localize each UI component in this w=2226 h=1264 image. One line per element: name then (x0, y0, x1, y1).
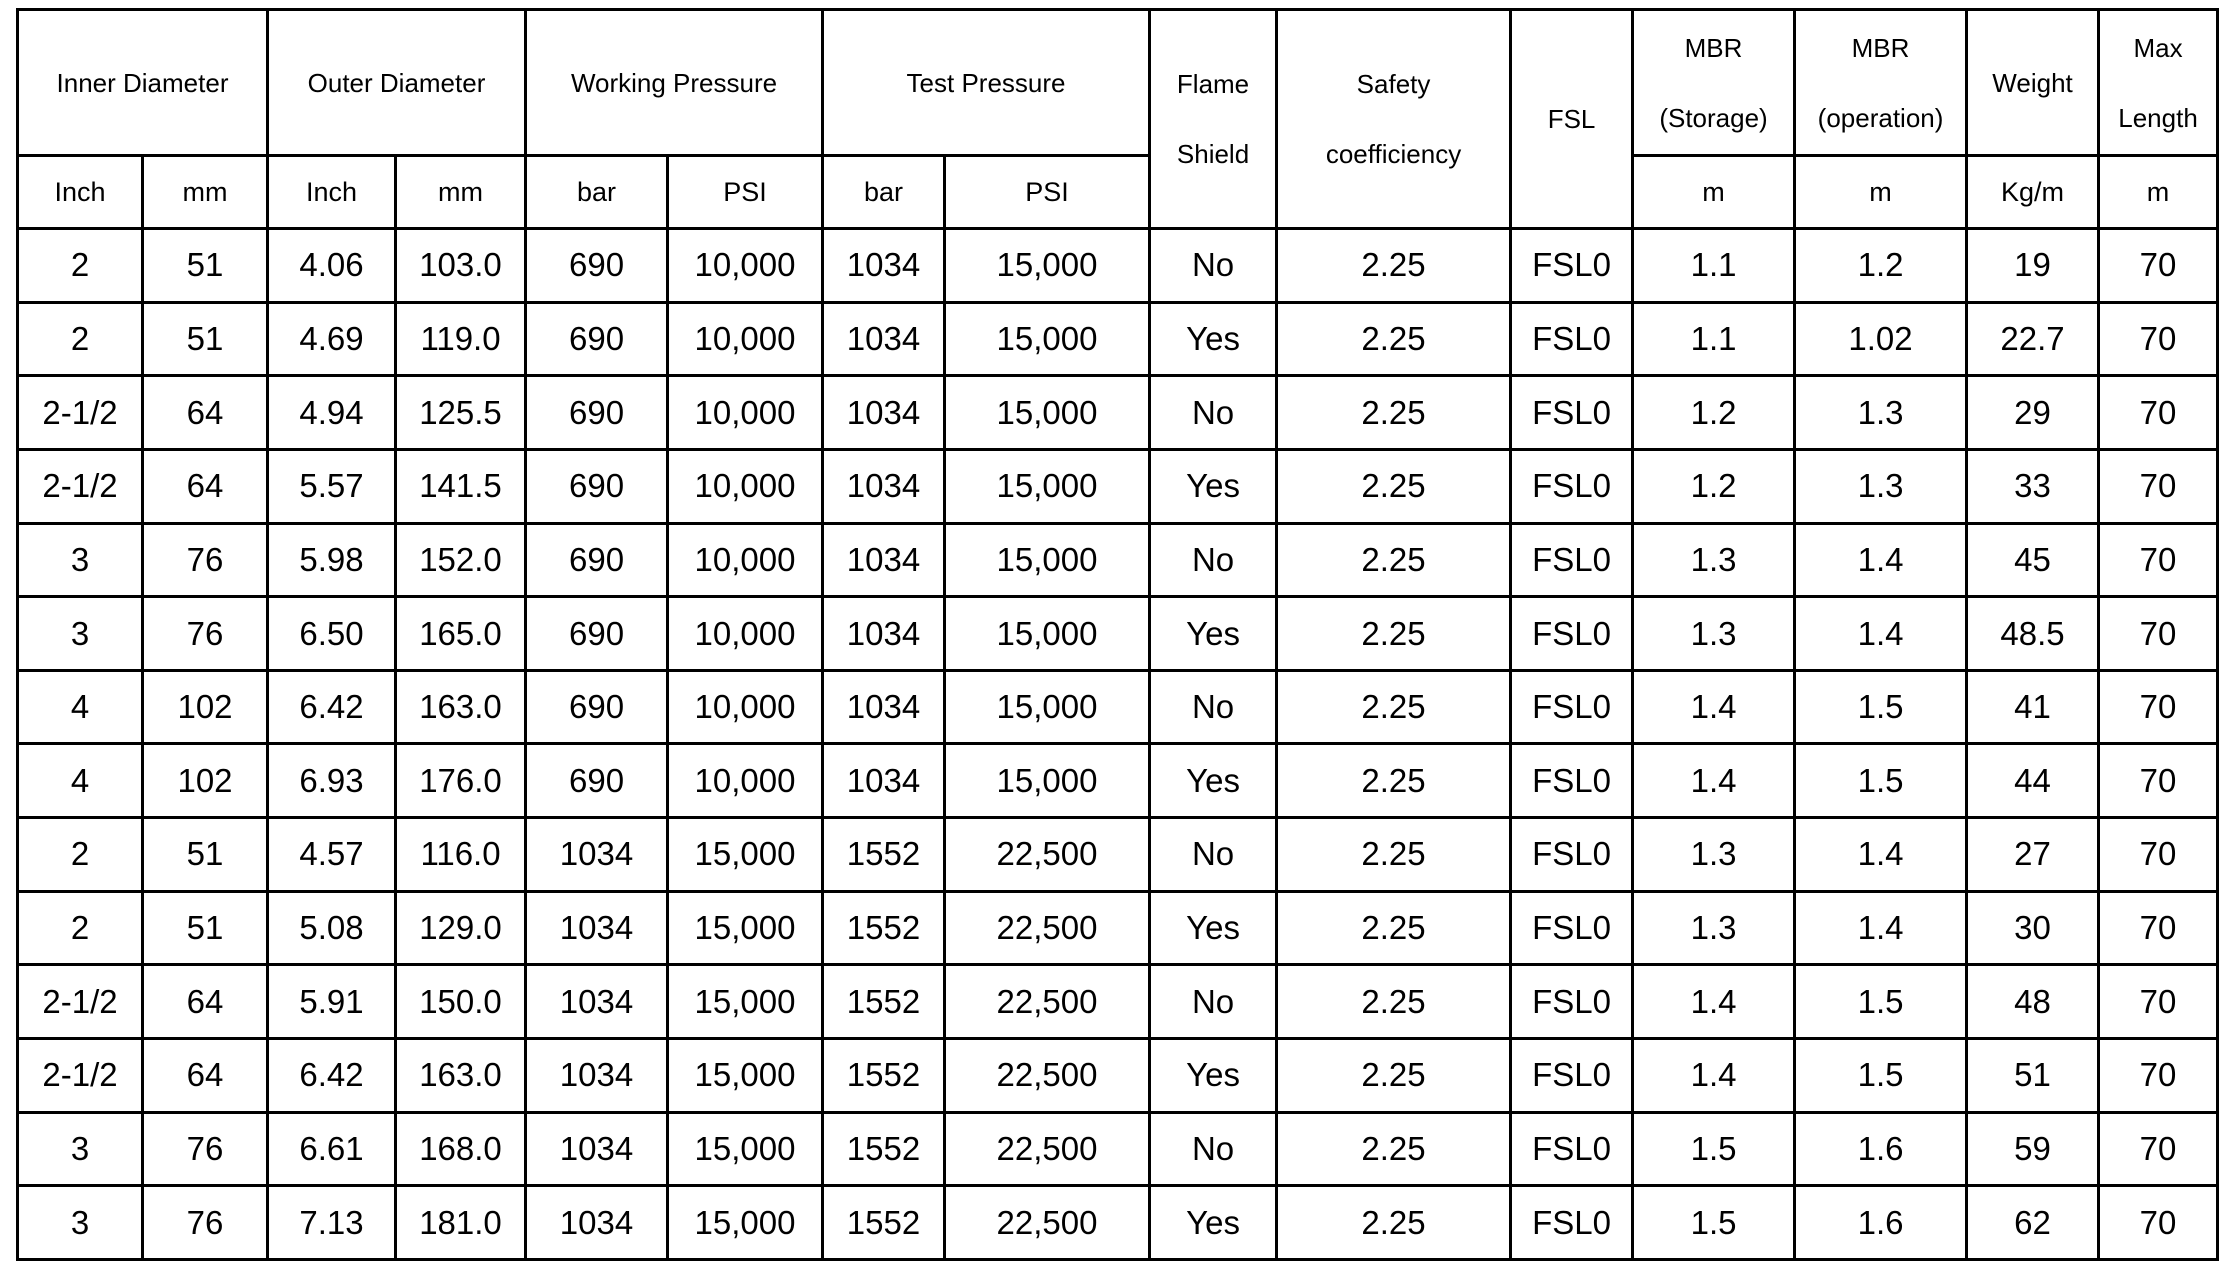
unit-mbr-operation: m (1795, 156, 1967, 229)
header-safety-line1: Safety (1356, 69, 1431, 99)
cell-fsl: FSL0 (1511, 523, 1633, 597)
cell-safety-coefficiency: 2.25 (1277, 376, 1511, 450)
cell-weight: 27 (1967, 818, 2099, 892)
cell-mbr-storage: 1.2 (1633, 376, 1795, 450)
cell-mbr-operation: 1.4 (1795, 818, 1967, 892)
cell-working-bar: 1034 (526, 818, 668, 892)
cell-weight: 22.7 (1967, 302, 2099, 376)
header-outer-diameter: Outer Diameter (268, 10, 526, 156)
cell-inner-mm: 76 (143, 1112, 268, 1186)
cell-working-psi: 15,000 (668, 1112, 823, 1186)
cell-flame-shield: No (1150, 965, 1277, 1039)
cell-weight: 30 (1967, 891, 2099, 965)
cell-inner-mm: 76 (143, 597, 268, 671)
cell-fsl: FSL0 (1511, 1186, 1633, 1260)
table-row (18, 523, 2218, 597)
cell-mbr-storage: 1.4 (1633, 744, 1795, 818)
table-body (18, 229, 2218, 1260)
cell-fsl: FSL0 (1511, 965, 1633, 1039)
cell-fsl: FSL0 (1511, 891, 1633, 965)
cell-outer-inch: 5.57 (268, 449, 396, 523)
cell-inner-inch: 2 (18, 302, 143, 376)
cell-working-bar: 1034 (526, 1039, 668, 1113)
cell-weight: 33 (1967, 449, 2099, 523)
cell-outer-inch: 6.50 (268, 597, 396, 671)
cell-max-length: 70 (2099, 376, 2218, 450)
cell-test-psi: 15,000 (945, 229, 1150, 303)
cell-outer-inch: 4.94 (268, 376, 396, 450)
cell-outer-mm: 119.0 (396, 302, 526, 376)
cell-outer-inch: 6.42 (268, 1039, 396, 1113)
cell-mbr-operation: 1.4 (1795, 891, 1967, 965)
unit-inner-inch: Inch (18, 156, 143, 229)
cell-working-psi: 10,000 (668, 376, 823, 450)
cell-flame-shield: No (1150, 670, 1277, 744)
cell-outer-inch: 5.08 (268, 891, 396, 965)
cell-mbr-storage: 1.5 (1633, 1186, 1795, 1260)
cell-inner-mm: 64 (143, 1039, 268, 1113)
cell-flame-shield: Yes (1150, 302, 1277, 376)
header-mbr-operation-line1: MBR (1851, 32, 1910, 63)
cell-mbr-operation: 1.2 (1795, 229, 1967, 303)
cell-fsl: FSL0 (1511, 449, 1633, 523)
cell-mbr-storage: 1.3 (1633, 523, 1795, 597)
cell-test-psi: 22,500 (945, 891, 1150, 965)
cell-test-bar: 1552 (823, 1039, 945, 1113)
header-mbr-storage-line2: (Storage) (1659, 102, 1768, 133)
header-max-length-line2: Length (2118, 102, 2198, 133)
cell-safety-coefficiency: 2.25 (1277, 1186, 1511, 1260)
cell-test-psi: 22,500 (945, 818, 1150, 892)
table-row (18, 891, 2218, 965)
cell-test-psi: 15,000 (945, 376, 1150, 450)
cell-outer-mm: 152.0 (396, 523, 526, 597)
table-row (18, 302, 2218, 376)
header-safety-line2: coefficiency (1325, 139, 1462, 169)
cell-working-psi: 15,000 (668, 1186, 823, 1260)
cell-mbr-storage: 1.1 (1633, 302, 1795, 376)
cell-mbr-storage: 1.3 (1633, 818, 1795, 892)
cell-flame-shield: Yes (1150, 744, 1277, 818)
cell-fsl: FSL0 (1511, 670, 1633, 744)
cell-flame-shield: No (1150, 229, 1277, 303)
table-row (18, 597, 2218, 671)
cell-test-bar: 1034 (823, 523, 945, 597)
cell-working-bar: 690 (526, 302, 668, 376)
cell-safety-coefficiency: 2.25 (1277, 965, 1511, 1039)
cell-outer-inch: 6.93 (268, 744, 396, 818)
cell-test-bar: 1552 (823, 891, 945, 965)
cell-outer-mm: 150.0 (396, 965, 526, 1039)
cell-flame-shield: Yes (1150, 891, 1277, 965)
header-flame-shield-line2: Shield (1176, 139, 1250, 169)
cell-working-psi: 15,000 (668, 818, 823, 892)
cell-mbr-operation: 1.3 (1795, 449, 1967, 523)
cell-test-psi: 15,000 (945, 670, 1150, 744)
cell-working-bar: 690 (526, 376, 668, 450)
cell-mbr-storage: 1.1 (1633, 229, 1795, 303)
cell-test-psi: 22,500 (945, 1186, 1150, 1260)
cell-working-bar: 690 (526, 523, 668, 597)
cell-outer-mm: 163.0 (396, 670, 526, 744)
cell-test-psi: 22,500 (945, 1039, 1150, 1113)
cell-working-psi: 15,000 (668, 891, 823, 965)
cell-mbr-operation: 1.5 (1795, 744, 1967, 818)
unit-test-psi: PSI (945, 156, 1150, 229)
cell-inner-inch: 3 (18, 523, 143, 597)
cell-inner-mm: 76 (143, 523, 268, 597)
cell-weight: 48.5 (1967, 597, 2099, 671)
cell-weight: 19 (1967, 229, 2099, 303)
cell-outer-inch: 6.42 (268, 670, 396, 744)
cell-outer-inch: 6.61 (268, 1112, 396, 1186)
table-row (18, 1112, 2218, 1186)
cell-mbr-operation: 1.4 (1795, 523, 1967, 597)
cell-fsl: FSL0 (1511, 302, 1633, 376)
cell-max-length: 70 (2099, 302, 2218, 376)
unit-outer-mm: mm (396, 156, 526, 229)
table-row (18, 376, 2218, 450)
header-fsl: FSL (1511, 10, 1633, 229)
cell-flame-shield: Yes (1150, 449, 1277, 523)
cell-inner-mm: 102 (143, 670, 268, 744)
cell-max-length: 70 (2099, 670, 2218, 744)
unit-working-bar: bar (526, 156, 668, 229)
cell-working-psi: 10,000 (668, 670, 823, 744)
cell-test-psi: 22,500 (945, 965, 1150, 1039)
cell-flame-shield: No (1150, 818, 1277, 892)
header-mbr-storage (1633, 10, 1795, 156)
cell-working-bar: 1034 (526, 1186, 668, 1260)
table-row (18, 1186, 2218, 1260)
cell-max-length: 70 (2099, 523, 2218, 597)
cell-mbr-operation: 1.6 (1795, 1112, 1967, 1186)
cell-flame-shield: No (1150, 376, 1277, 450)
cell-mbr-storage: 1.3 (1633, 597, 1795, 671)
cell-max-length: 70 (2099, 229, 2218, 303)
cell-safety-coefficiency: 2.25 (1277, 891, 1511, 965)
cell-test-psi: 15,000 (945, 523, 1150, 597)
cell-max-length: 70 (2099, 1186, 2218, 1260)
cell-fsl: FSL0 (1511, 229, 1633, 303)
cell-flame-shield: Yes (1150, 1186, 1277, 1260)
cell-outer-mm: 176.0 (396, 744, 526, 818)
cell-weight: 45 (1967, 523, 2099, 597)
cell-outer-inch: 4.06 (268, 229, 396, 303)
cell-inner-inch: 2 (18, 229, 143, 303)
header-flame-shield (1150, 10, 1277, 229)
cell-inner-inch: 3 (18, 597, 143, 671)
cell-safety-coefficiency: 2.25 (1277, 449, 1511, 523)
cell-safety-coefficiency: 2.25 (1277, 523, 1511, 597)
cell-outer-mm: 168.0 (396, 1112, 526, 1186)
cell-test-psi: 15,000 (945, 449, 1150, 523)
cell-inner-inch: 2-1/2 (18, 376, 143, 450)
cell-max-length: 70 (2099, 1039, 2218, 1113)
cell-mbr-storage: 1.2 (1633, 449, 1795, 523)
cell-weight: 44 (1967, 744, 2099, 818)
cell-safety-coefficiency: 2.25 (1277, 229, 1511, 303)
cell-mbr-storage: 1.4 (1633, 1039, 1795, 1113)
header-working-pressure: Working Pressure (526, 10, 823, 156)
cell-inner-mm: 51 (143, 818, 268, 892)
cell-outer-inch: 7.13 (268, 1186, 396, 1260)
cell-max-length: 70 (2099, 597, 2218, 671)
cell-inner-mm: 51 (143, 229, 268, 303)
cell-mbr-operation: 1.4 (1795, 597, 1967, 671)
cell-inner-mm: 64 (143, 449, 268, 523)
cell-max-length: 70 (2099, 449, 2218, 523)
table-row (18, 818, 2218, 892)
table-row (18, 449, 2218, 523)
cell-max-length: 70 (2099, 965, 2218, 1039)
cell-inner-inch: 2 (18, 818, 143, 892)
cell-mbr-operation: 1.3 (1795, 376, 1967, 450)
cell-mbr-storage: 1.4 (1633, 670, 1795, 744)
cell-mbr-storage: 1.4 (1633, 965, 1795, 1039)
cell-max-length: 70 (2099, 818, 2218, 892)
cell-mbr-storage: 1.5 (1633, 1112, 1795, 1186)
cell-inner-inch: 2 (18, 891, 143, 965)
header-max-length-line1: Max (2133, 32, 2183, 63)
cell-test-bar: 1034 (823, 376, 945, 450)
table-row (18, 1039, 2218, 1113)
cell-outer-inch: 5.98 (268, 523, 396, 597)
cell-working-bar: 690 (526, 670, 668, 744)
unit-test-bar: bar (823, 156, 945, 229)
cell-test-bar: 1034 (823, 229, 945, 303)
cell-working-psi: 10,000 (668, 597, 823, 671)
cell-fsl: FSL0 (1511, 744, 1633, 818)
cell-safety-coefficiency: 2.25 (1277, 744, 1511, 818)
cell-working-bar: 1034 (526, 891, 668, 965)
table-row (18, 744, 2218, 818)
cell-working-psi: 10,000 (668, 523, 823, 597)
cell-fsl: FSL0 (1511, 376, 1633, 450)
cell-fsl: FSL0 (1511, 1112, 1633, 1186)
cell-max-length: 70 (2099, 744, 2218, 818)
hose-spec-table (16, 8, 2219, 1261)
cell-safety-coefficiency: 2.25 (1277, 1112, 1511, 1186)
cell-outer-inch: 4.57 (268, 818, 396, 892)
unit-weight: Kg/m (1967, 156, 2099, 229)
cell-flame-shield: No (1150, 523, 1277, 597)
table-row (18, 965, 2218, 1039)
cell-inner-mm: 76 (143, 1186, 268, 1260)
cell-test-bar: 1034 (823, 744, 945, 818)
cell-mbr-operation: 1.6 (1795, 1186, 1967, 1260)
cell-max-length: 70 (2099, 891, 2218, 965)
table-row (18, 670, 2218, 744)
cell-test-bar: 1034 (823, 597, 945, 671)
cell-test-bar: 1552 (823, 818, 945, 892)
cell-mbr-storage: 1.3 (1633, 891, 1795, 965)
cell-working-bar: 690 (526, 744, 668, 818)
cell-outer-mm: 163.0 (396, 1039, 526, 1113)
cell-mbr-operation: 1.5 (1795, 670, 1967, 744)
unit-max-length: m (2099, 156, 2218, 229)
cell-working-bar: 1034 (526, 1112, 668, 1186)
cell-inner-mm: 102 (143, 744, 268, 818)
cell-flame-shield: Yes (1150, 597, 1277, 671)
header-inner-diameter: Inner Diameter (18, 10, 268, 156)
cell-inner-inch: 3 (18, 1112, 143, 1186)
cell-outer-inch: 5.91 (268, 965, 396, 1039)
cell-outer-mm: 129.0 (396, 891, 526, 965)
cell-weight: 29 (1967, 376, 2099, 450)
cell-test-psi: 22,500 (945, 1112, 1150, 1186)
cell-weight: 59 (1967, 1112, 2099, 1186)
unit-mbr-storage: m (1633, 156, 1795, 229)
cell-test-bar: 1552 (823, 1112, 945, 1186)
header-flame-shield-line1: Flame (1176, 69, 1250, 99)
cell-flame-shield: No (1150, 1112, 1277, 1186)
cell-inner-mm: 64 (143, 965, 268, 1039)
cell-outer-mm: 116.0 (396, 818, 526, 892)
cell-working-psi: 10,000 (668, 744, 823, 818)
cell-test-bar: 1034 (823, 449, 945, 523)
cell-inner-mm: 51 (143, 891, 268, 965)
cell-working-psi: 10,000 (668, 302, 823, 376)
cell-weight: 41 (1967, 670, 2099, 744)
cell-fsl: FSL0 (1511, 1039, 1633, 1113)
cell-working-psi: 10,000 (668, 449, 823, 523)
cell-outer-mm: 125.5 (396, 376, 526, 450)
cell-inner-inch: 2-1/2 (18, 965, 143, 1039)
cell-working-bar: 690 (526, 449, 668, 523)
cell-test-bar: 1034 (823, 302, 945, 376)
cell-outer-mm: 181.0 (396, 1186, 526, 1260)
cell-working-psi: 10,000 (668, 229, 823, 303)
cell-safety-coefficiency: 2.25 (1277, 670, 1511, 744)
cell-inner-mm: 64 (143, 376, 268, 450)
cell-working-bar: 690 (526, 229, 668, 303)
cell-working-psi: 15,000 (668, 965, 823, 1039)
header-mbr-operation (1795, 10, 1967, 156)
cell-working-bar: 1034 (526, 965, 668, 1039)
cell-safety-coefficiency: 2.25 (1277, 302, 1511, 376)
cell-outer-inch: 4.69 (268, 302, 396, 376)
cell-test-bar: 1552 (823, 965, 945, 1039)
cell-mbr-operation: 1.5 (1795, 965, 1967, 1039)
cell-inner-inch: 2-1/2 (18, 1039, 143, 1113)
cell-fsl: FSL0 (1511, 818, 1633, 892)
cell-flame-shield: Yes (1150, 1039, 1277, 1113)
cell-weight: 51 (1967, 1039, 2099, 1113)
cell-fsl: FSL0 (1511, 597, 1633, 671)
header-test-pressure: Test Pressure (823, 10, 1150, 156)
header-weight: Weight (1967, 10, 2099, 156)
cell-outer-mm: 165.0 (396, 597, 526, 671)
cell-inner-inch: 4 (18, 670, 143, 744)
cell-test-bar: 1552 (823, 1186, 945, 1260)
cell-inner-inch: 4 (18, 744, 143, 818)
cell-inner-inch: 3 (18, 1186, 143, 1260)
header-safety-coefficiency (1277, 10, 1511, 229)
header-mbr-storage-line1: MBR (1684, 32, 1743, 63)
cell-test-psi: 15,000 (945, 597, 1150, 671)
cell-inner-inch: 2-1/2 (18, 449, 143, 523)
cell-inner-mm: 51 (143, 302, 268, 376)
cell-weight: 48 (1967, 965, 2099, 1039)
cell-test-bar: 1034 (823, 670, 945, 744)
unit-inner-mm: mm (143, 156, 268, 229)
table-row (18, 229, 2218, 303)
cell-mbr-operation: 1.02 (1795, 302, 1967, 376)
cell-safety-coefficiency: 2.25 (1277, 597, 1511, 671)
cell-mbr-operation: 1.5 (1795, 1039, 1967, 1113)
cell-safety-coefficiency: 2.25 (1277, 1039, 1511, 1113)
unit-outer-inch: Inch (268, 156, 396, 229)
header-mbr-operation-line2: (operation) (1817, 102, 1944, 133)
header-max-length (2099, 10, 2218, 156)
cell-max-length: 70 (2099, 1112, 2218, 1186)
unit-working-psi: PSI (668, 156, 823, 229)
cell-weight: 62 (1967, 1186, 2099, 1260)
cell-test-psi: 15,000 (945, 302, 1150, 376)
cell-working-bar: 690 (526, 597, 668, 671)
cell-outer-mm: 103.0 (396, 229, 526, 303)
cell-test-psi: 15,000 (945, 744, 1150, 818)
cell-safety-coefficiency: 2.25 (1277, 818, 1511, 892)
cell-outer-mm: 141.5 (396, 449, 526, 523)
cell-working-psi: 15,000 (668, 1039, 823, 1113)
